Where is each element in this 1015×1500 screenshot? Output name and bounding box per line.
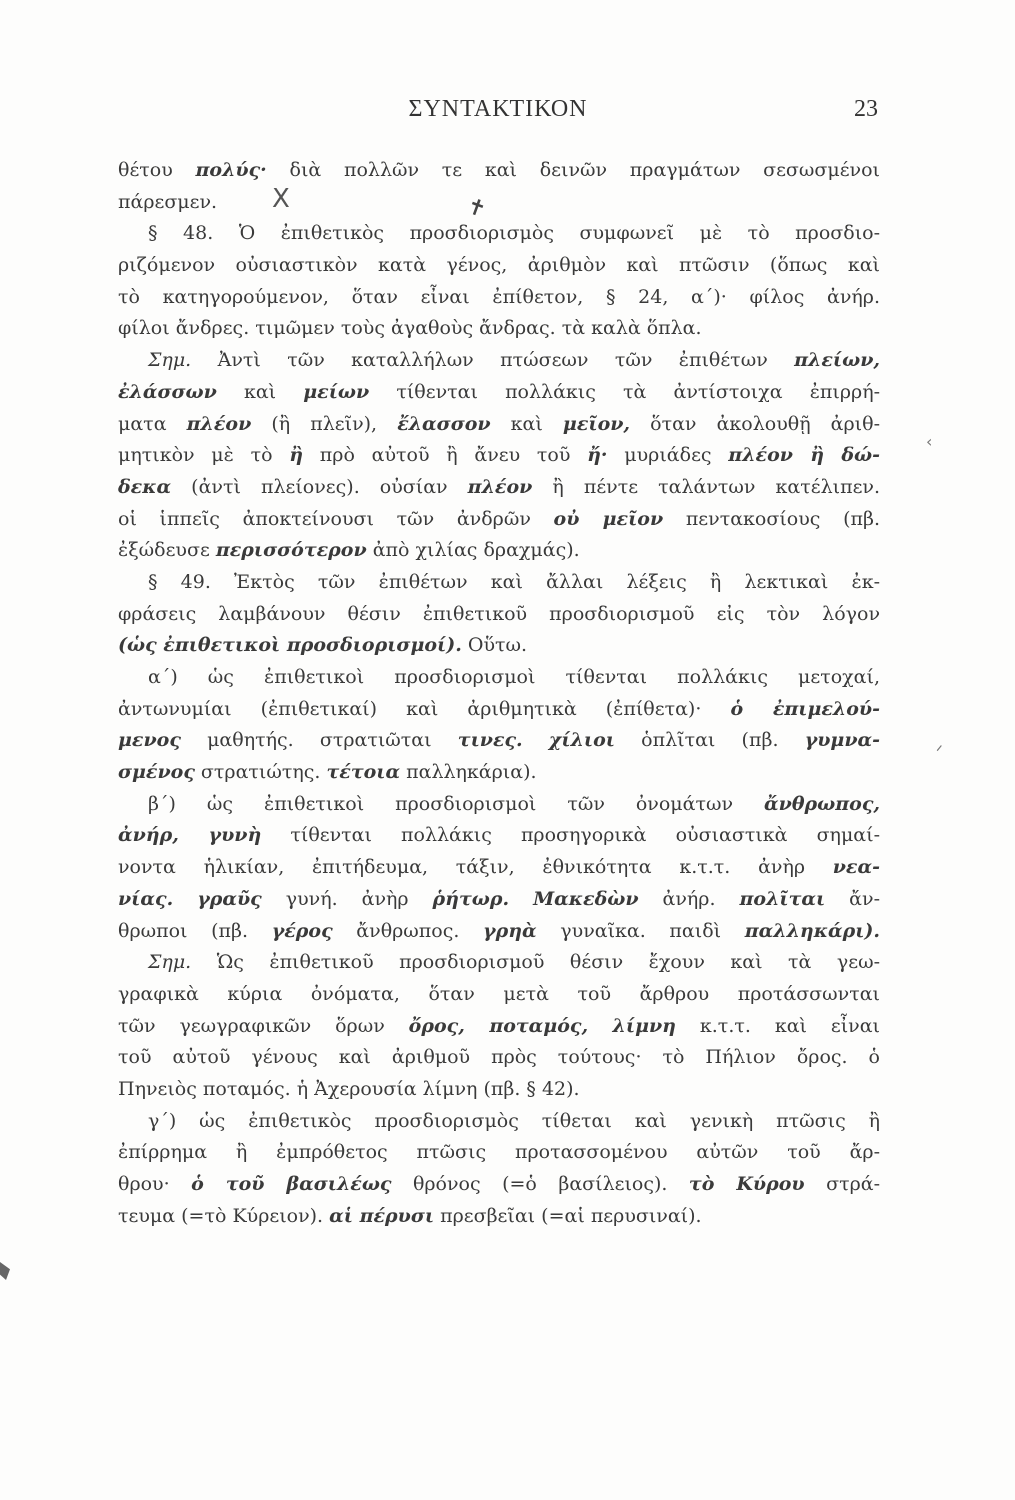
emphasized-term: ἢ <box>289 444 304 467</box>
text-run: πρὸ αὐτοῦ ἢ ἄνευ τοῦ <box>303 444 588 467</box>
emphasized-term: τινες. <box>457 729 523 752</box>
text-run: μαθητής. στρατιῶται <box>180 729 458 752</box>
text-line <box>118 1074 880 1106</box>
margin-mark: ᐟ <box>936 742 943 761</box>
text-run: πρεσβεῖαι (=αἱ περυσιναί). <box>434 1204 702 1227</box>
text-run: γ΄) ὡς ἐπιθετικὸς προσδιορισμὸς τίθεται καὶ γενικὴ πτῶσις ἢ <box>148 1109 880 1132</box>
text-run: Ὡς ἐπιθετικοῦ προσδιορισμοῦ θέσιν ἔχουν καὶ τὰ γεω- <box>191 951 880 974</box>
emphasized-term: ὁ τοῦ βασιλέως <box>191 1173 392 1195</box>
text-line <box>118 630 880 662</box>
text-run: ἀντωνυμίαι (ἐπιθετικαί) καὶ ἀριθμητικὰ (ἐπίθετα)· <box>118 697 731 720</box>
emphasized-term: τὸ Κύρου <box>688 1173 805 1195</box>
emphasized-term: πλείων, <box>794 349 880 372</box>
emphasized-term: πλέον ἢ δώ- <box>728 444 881 467</box>
emphasized-term: σμένος <box>118 761 195 784</box>
text-run: Οὕτω. <box>461 634 528 657</box>
emphasized-term: ῥήτωρ. <box>432 887 510 910</box>
emphasized-term: ἔλασσον <box>397 412 491 435</box>
italic-note-label: Σημ. <box>148 349 192 372</box>
emphasized-term: μεῖον, <box>562 412 631 435</box>
text-run: ὁπλῖται (πβ. <box>614 729 805 752</box>
text-line <box>118 947 880 979</box>
text-run: § 49. Ἐκτὸς τῶν ἐπιθέτων καὶ ἄλλαι λέξεις ἢ λεκτικαὶ ἐκ- <box>148 570 880 593</box>
text-line <box>118 155 880 187</box>
italic-note-label: Σημ. <box>148 951 192 974</box>
text-run: φίλοι ἄνδρες. τιμῶμεν τοὺς ἀγαθοὺς ἄνδρας. τὰ καλὰ ὅπλα. <box>118 317 702 340</box>
emphasized-term: πλέον <box>186 412 252 435</box>
text-run: πεντακοσίους (πβ. <box>663 507 880 530</box>
text-run: καὶ <box>216 380 304 403</box>
text-line <box>118 504 880 536</box>
text-line <box>118 282 880 314</box>
emphasized-term: μενος <box>118 729 181 752</box>
text-run: ἐξώδευσε <box>118 539 216 562</box>
text-line <box>118 884 880 916</box>
text-run: τὸ κατηγορούμενον, ὅταν εἶναι ἐπίθετον, § 24, α΄)· φίλος ἀνήρ. <box>118 285 880 308</box>
emphasized-term: νεα- <box>832 856 880 879</box>
text-run: ἄνθρωπος. <box>332 919 484 942</box>
text-line <box>118 377 880 409</box>
text-line <box>118 789 880 821</box>
text-run: κ.τ.τ. καὶ εἶναι <box>675 1014 881 1037</box>
text-line <box>118 409 880 441</box>
emphasized-term: χίλιοι <box>548 729 615 752</box>
text-line <box>118 535 880 567</box>
emphasized-term: πολῖται <box>739 887 826 910</box>
text-run: (ἢ πλεῖν), <box>251 412 398 435</box>
text-run: μυριάδες <box>607 444 729 467</box>
text-line <box>118 694 880 726</box>
margin-mark: ‹ <box>926 432 933 451</box>
text-run: ἄν- <box>825 887 880 910</box>
text-line <box>118 852 880 884</box>
text-line <box>118 472 880 504</box>
text-line <box>118 1169 880 1201</box>
text-run: φράσεις λαμβάνουν θέσιν ἐπιθετικοῦ προσδιορισμοῦ εἰς τὸν λόγον <box>118 602 880 625</box>
emphasized-term: νίας. <box>118 887 174 910</box>
text-line <box>118 567 880 599</box>
text-run: § 48. Ὁ ἐπιθετικὸς προσδιορισμὸς συμφωνεῖ μὲ τὸ προσδιο- <box>148 222 880 245</box>
text-run <box>523 729 549 751</box>
emphasized-term: οὐ μεῖον <box>553 507 664 530</box>
emphasized-term: γέρος <box>271 919 333 942</box>
text-run: γυνή. ἀνὴρ <box>261 887 433 910</box>
emphasized-term: μείων <box>303 380 370 403</box>
emphasized-term: ἀνήρ, γυνὴ <box>118 824 262 847</box>
emphasized-term: ἐλάσσων <box>118 380 217 403</box>
text-run: Ἀντὶ τῶν καταλλήλων πτώσεων τῶν ἐπιθέτων <box>191 349 795 372</box>
text-run: θρου· <box>118 1173 192 1195</box>
emphasized-term: ὄρος, ποταμός, λίμνη <box>408 1014 676 1037</box>
text-run: ριζόμενον οὐσιαστικὸν κατὰ γένος, ἀριθμὸν καὶ πτῶσιν (ὅπως καὶ <box>118 254 880 277</box>
text-line <box>118 599 880 631</box>
text-line <box>118 1201 880 1233</box>
emphasized-term: παλληκάρι). <box>744 919 881 942</box>
text-line <box>118 1137 880 1169</box>
text-line <box>118 916 880 948</box>
emphasized-term: γυμνα- <box>804 729 881 752</box>
emphasized-term: ἤ· <box>587 444 608 467</box>
text-line <box>118 979 880 1011</box>
text-line <box>118 313 880 345</box>
emphasized-term: πλέον <box>467 475 533 498</box>
text-line <box>118 250 880 282</box>
emphasized-term: δεκα <box>118 475 172 498</box>
emphasized-term: γραῦς <box>197 887 262 910</box>
text-line <box>118 218 880 250</box>
emphasized-term: Μακεδὼν <box>533 887 639 910</box>
text-run: (ἀντὶ πλείονες). οὐσίαν <box>171 475 468 498</box>
text-run: ἀνήρ. <box>638 887 740 910</box>
text-run: τίθενται πολλάκις προσηγορικὰ οὐσιαστικὰ σημαί- <box>261 824 880 847</box>
emphasized-term: αἱ πέρυσι <box>329 1204 435 1227</box>
text-run: τίθενται πολλάκις τὰ ἀντίστοιχα ἐπιρρή- <box>369 380 880 403</box>
text-run: καὶ <box>490 412 563 435</box>
emphasized-term: τέτοια <box>326 761 401 784</box>
text-run: στρατιώτης. <box>194 761 327 784</box>
text-run: Πηνειὸς ποταμός. ἡ Ἀχερουσία λίμνη (πβ. § 42). <box>118 1077 580 1100</box>
emphasized-term: ὁ ἐπιμελού- <box>730 697 880 720</box>
text-run: παλληκάρια). <box>400 761 537 784</box>
text-run <box>509 888 533 910</box>
text-run: οἱ ἱππεῖς ἀποκτείνουσι τῶν ἀνδρῶν <box>118 507 554 530</box>
text-line <box>118 820 880 852</box>
emphasized-term: ἄνθρωπος, <box>764 792 880 815</box>
running-header <box>118 96 878 136</box>
handwritten-x-mark: X <box>272 184 290 214</box>
text-run: διὰ πολλῶν τε καὶ δεινῶν πραγμάτων σεσωσμένοι <box>266 159 880 181</box>
text-run: β΄) ὡς ἐπιθετικοὶ προσδιορισμοὶ τῶν ὀνομάτων <box>148 792 765 815</box>
binding-mark <box>0 1262 10 1280</box>
emphasized-term: (ὡς ἐπιθετικοὶ προσδιορισμοί). <box>118 634 462 657</box>
text-run: μητικὸν μὲ τὸ <box>118 444 290 467</box>
text-run: τοῦ αὐτοῦ γένους καὶ ἀριθμοῦ πρὸς τούτους· τὸ Πήλιον ὄρος. ὁ <box>118 1046 880 1069</box>
text-line <box>118 1011 880 1043</box>
text-line <box>118 725 880 757</box>
text-run: στρά- <box>804 1173 880 1195</box>
emphasized-term: γρηὰ <box>483 919 537 942</box>
text-run: τευμα (=τὸ Κύρειον). <box>118 1204 330 1227</box>
text-run: γυναῖκα. παιδὶ <box>536 919 745 942</box>
body-text <box>118 155 880 1232</box>
text-run: α΄) ὡς ἐπιθετικοὶ προσδιορισμοὶ τίθενται πολλάκις μετοχαί, <box>148 666 880 688</box>
emphasized-term: πολύς· <box>195 159 267 181</box>
text-run: θέτου <box>118 159 196 181</box>
text-line <box>118 345 880 377</box>
text-run: γραφικὰ κύρια ὀνόματα, ὅταν μετὰ τοῦ ἄρθρου προτάσσωνται <box>118 982 880 1005</box>
text-run: νοντα ἡλικίαν, ἐπιτήδευμα, τάξιν, ἐθνικότητα κ.τ.τ. ἀνὴρ <box>118 856 833 879</box>
text-run: θρόνος (=ὁ βασίλειος). <box>391 1173 689 1195</box>
text-run: ἢ πέντε ταλάντων κατέλιπεν. <box>532 475 880 498</box>
text-run <box>173 888 197 910</box>
text-run: θρωποι (πβ. <box>118 919 272 942</box>
text-run: ἐπίρρημα ἢ ἐμπρόθετος πτῶσις προτασσομένου αὐτῶν τοῦ ἄρ- <box>118 1141 880 1164</box>
text-line <box>118 757 880 789</box>
text-run: ματα <box>118 412 187 435</box>
text-line <box>118 662 880 694</box>
text-line <box>118 187 880 219</box>
text-line <box>118 1106 880 1138</box>
running-title: ΣΥΝΤΑΚΤΙΚΟΝ <box>408 96 588 122</box>
text-run: ἀπὸ χιλίας δραχμάς). <box>366 539 580 562</box>
text-run: ὅταν ἀκολουθῇ ἀριθ- <box>630 412 880 435</box>
text-run: τῶν γεωγραφικῶν ὅρων <box>118 1014 409 1037</box>
text-run: πάρεσμεν. <box>118 190 218 213</box>
page-number: 23 <box>854 96 878 122</box>
emphasized-term: περισσότερον <box>215 539 367 562</box>
handwritten-cross-mark: ✝ <box>463 193 490 224</box>
text-line <box>118 440 880 472</box>
text-line <box>118 1042 880 1074</box>
